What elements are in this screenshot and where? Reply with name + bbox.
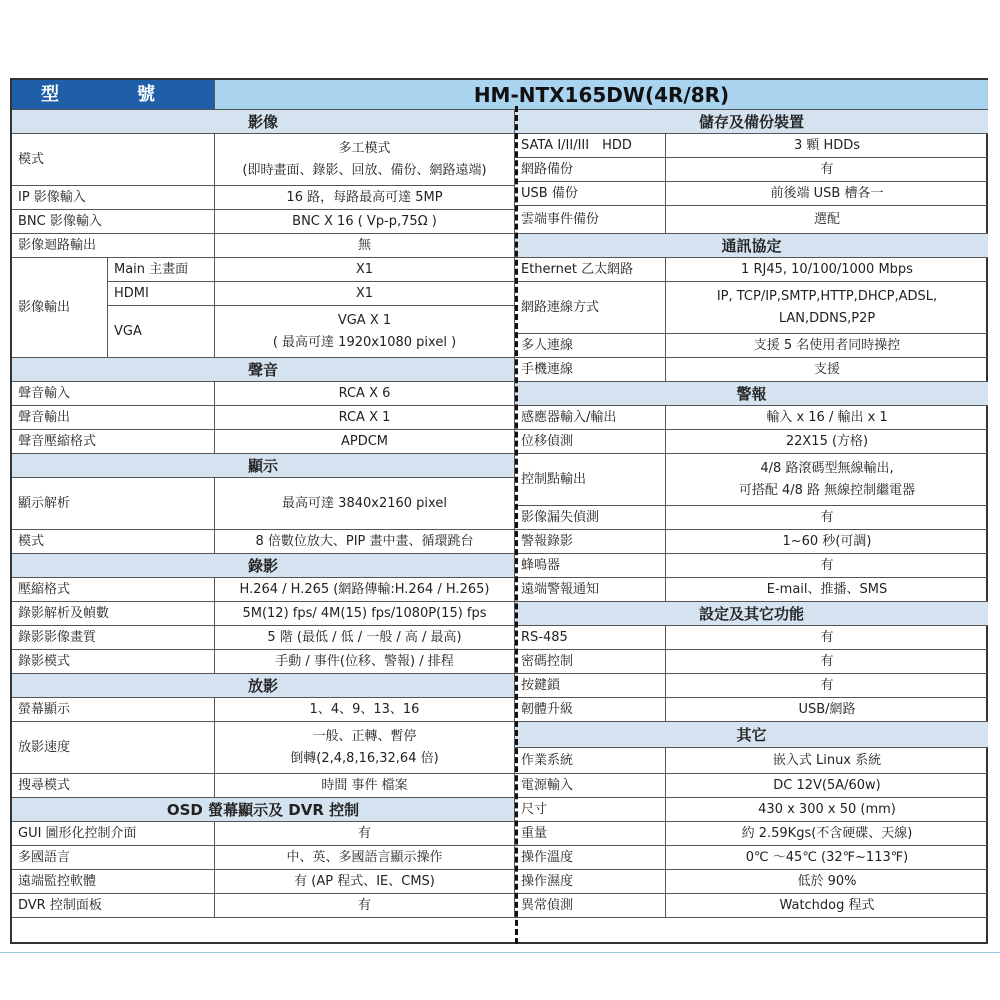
rs485-value: 有 xyxy=(666,626,988,650)
record-format-label: 壓縮格式 xyxy=(12,578,215,602)
rs485-label: RS-485 xyxy=(515,626,666,650)
video-mode-label: 模式 xyxy=(12,134,215,186)
temperature-label: 操作溫度 xyxy=(515,846,666,870)
os-value: 嵌入式 Linux 系統 xyxy=(666,748,988,774)
video-loss-value: 有 xyxy=(666,506,988,530)
control-panel-value: 有 xyxy=(215,894,515,918)
hdmi-value: X1 xyxy=(215,282,515,306)
vga-line1: VGA X 1 xyxy=(337,312,392,328)
audio-in-value: RCA X 6 xyxy=(215,382,515,406)
audio-comp-value: APDCM xyxy=(215,430,515,454)
bnc-input-label: BNC 影像輸入 xyxy=(12,210,215,234)
control-panel-label: DVR 控制面板 xyxy=(12,894,215,918)
vga-label: VGA xyxy=(108,306,215,358)
ip-input-value: 16 路，每路最高可達 5MP xyxy=(215,186,515,210)
bottom-rule xyxy=(0,952,1000,953)
playback-speed-label: 放影速度 xyxy=(12,722,215,774)
weight-value: 約 2.59Kgs(不含硬碟、天線) xyxy=(666,822,988,846)
playback-screen-value: 1、4、9、13、16 xyxy=(215,698,515,722)
model-value: HM-NTX165DW(4R/8R) xyxy=(215,80,988,110)
control-output-line2: 可搭配 4/8 路 無線控制繼電器 xyxy=(738,482,916,498)
password-label: 密碼控制 xyxy=(515,650,666,674)
section-storage: 儲存及備份裝置 xyxy=(515,110,988,134)
loop-output-label: 影像迴路輸出 xyxy=(12,234,215,258)
key-lock-value: 有 xyxy=(666,674,988,698)
multi-user-value: 支援 5 名使用者同時操控 xyxy=(666,334,988,358)
vga-line2: ( 最高可達 1920x1080 pixel ) xyxy=(272,334,457,350)
audio-out-label: 聲音輸出 xyxy=(12,406,215,430)
section-video: 影像 xyxy=(12,110,515,134)
model-label: 型 號 xyxy=(12,80,215,110)
ethernet-value: 1 RJ45, 10/100/1000 Mbps xyxy=(666,258,988,282)
abnormal-label: 異常偵測 xyxy=(515,894,666,918)
main-screen-value: X1 xyxy=(215,258,515,282)
connection-line1: IP, TCP/IP,SMTP,HTTP,DHCP,ADSL, xyxy=(716,288,938,304)
alarm-record-value: 1~60 秒(可調) xyxy=(666,530,988,554)
remote-notify-label: 遠端警報通知 xyxy=(515,578,666,602)
section-settings: 設定及其它功能 xyxy=(515,602,988,626)
remote-software-label: 遠端監控軟體 xyxy=(12,870,215,894)
video-mode-line1: 多工模式 xyxy=(338,140,391,156)
display-mode-value: 8 倍數位放大、PIP 畫中畫、循環跳台 xyxy=(215,530,515,554)
connection-label: 網路連線方式 xyxy=(515,282,666,334)
playback-speed-line2: 倒轉(2,4,8,16,32,64 倍) xyxy=(290,750,439,766)
firmware-value: USB/網路 xyxy=(666,698,988,722)
audio-out-value: RCA X 1 xyxy=(215,406,515,430)
ip-input-label: IP 影像輸入 xyxy=(12,186,215,210)
cloud-backup-value: 選配 xyxy=(666,206,988,234)
connection-line2: LAN,DDNS,P2P xyxy=(778,310,876,326)
remote-notify-value: E-mail、推播、SMS xyxy=(666,578,988,602)
section-playback: 放影 xyxy=(12,674,515,698)
humidity-value: 低於 90% xyxy=(666,870,988,894)
video-output-label: 影像輸出 xyxy=(12,258,108,358)
power-label: 電源輸入 xyxy=(515,774,666,798)
cloud-backup-label: 雲端事件備份 xyxy=(515,206,666,234)
video-loss-label: 影像漏失偵測 xyxy=(515,506,666,530)
playback-speed-value xyxy=(215,722,515,774)
search-mode-value: 時間 事件 檔案 xyxy=(215,774,515,798)
motion-value: 22X15 (方格) xyxy=(666,430,988,454)
record-quality-label: 錄影影像畫質 xyxy=(12,626,215,650)
section-alarm: 警報 xyxy=(515,382,988,406)
temperature-value: 0℃ ～45℃ (32℉~113℉) xyxy=(666,846,988,870)
gui-label: GUI 圖形化控制介面 xyxy=(12,822,215,846)
mobile-label: 手機連線 xyxy=(515,358,666,382)
alarm-record-label: 警報錄影 xyxy=(515,530,666,554)
section-display: 顯示 xyxy=(12,454,515,478)
humidity-label: 操作濕度 xyxy=(515,870,666,894)
bnc-input-value: BNC X 16 ( Vp-p,75Ω ) xyxy=(215,210,515,234)
connection-value xyxy=(666,282,988,334)
display-mode-label: 模式 xyxy=(12,530,215,554)
buzzer-label: 蜂鳴器 xyxy=(515,554,666,578)
loop-output-value: 無 xyxy=(215,234,515,258)
power-value: DC 12V(5A/60w) xyxy=(666,774,988,798)
section-audio: 聲音 xyxy=(12,358,515,382)
usb-backup-label: USB 備份 xyxy=(515,182,666,206)
display-res-label: 顯示解析 xyxy=(12,478,215,530)
control-output-line1: 4/8 路滾碼型無線輸出, xyxy=(760,460,894,476)
section-osd: OSD 螢幕顯示及 DVR 控制 xyxy=(12,798,515,822)
section-record: 錄影 xyxy=(12,554,515,578)
record-quality-value: 5 階 (最低 / 低 / 一般 / 高 / 最高) xyxy=(215,626,515,650)
weight-label: 重量 xyxy=(515,822,666,846)
record-mode-value: 手動 / 事件(位移、警報) / 排程 xyxy=(215,650,515,674)
remote-software-value: 有 (AP 程式、IE、CMS) xyxy=(215,870,515,894)
record-format-value: H.264 / H.265 (網路傳輸:H.264 / H.265) xyxy=(215,578,515,602)
record-mode-label: 錄影模式 xyxy=(12,650,215,674)
sensor-io-label: 感應器輸入/輸出 xyxy=(515,406,666,430)
control-output-label: 控制點輸出 xyxy=(515,454,666,506)
os-label: 作業系統 xyxy=(515,748,666,774)
vga-value xyxy=(215,306,515,358)
sata-label: SATA I/II/III HDD xyxy=(515,134,666,158)
net-backup-value: 有 xyxy=(666,158,988,182)
sata-value: 3 顆 HDDs xyxy=(666,134,988,158)
buzzer-value: 有 xyxy=(666,554,988,578)
firmware-label: 韌體升級 xyxy=(515,698,666,722)
video-mode-value xyxy=(215,134,515,186)
language-label: 多國語言 xyxy=(12,846,215,870)
playback-screen-label: 螢幕顯示 xyxy=(12,698,215,722)
record-fps-value: 5M(12) fps/ 4M(15) fps/1080P(15) fps xyxy=(215,602,515,626)
audio-in-label: 聲音輸入 xyxy=(12,382,215,406)
password-value: 有 xyxy=(666,650,988,674)
gui-value: 有 xyxy=(215,822,515,846)
record-fps-label: 錄影解析及幀數 xyxy=(12,602,215,626)
mobile-value: 支援 xyxy=(666,358,988,382)
section-other: 其它 xyxy=(515,722,988,748)
multi-user-label: 多人連線 xyxy=(515,334,666,358)
motion-label: 位移偵測 xyxy=(515,430,666,454)
section-comm: 通訊協定 xyxy=(515,234,988,258)
size-label: 尺寸 xyxy=(515,798,666,822)
control-output-value xyxy=(666,454,988,506)
hdmi-label: HDMI xyxy=(108,282,215,306)
ethernet-label: Ethernet 乙太網路 xyxy=(515,258,666,282)
size-value: 430 x 300 x 50 (mm) xyxy=(666,798,988,822)
language-value: 中、英、多國語言顯示操作 xyxy=(215,846,515,870)
playback-speed-line1: 一般、正轉、暫停 xyxy=(312,728,417,744)
usb-backup-value: 前後端 USB 槽各一 xyxy=(666,182,988,206)
abnormal-value: Watchdog 程式 xyxy=(666,894,988,918)
audio-comp-label: 聲音壓縮格式 xyxy=(12,430,215,454)
video-mode-line2: (即時畫面、錄影、回放、備份、網路遠端) xyxy=(242,162,487,178)
display-res-value: 最高可達 3840x2160 pixel xyxy=(215,478,515,530)
main-screen-label: Main 主畫面 xyxy=(108,258,215,282)
key-lock-label: 按鍵鎖 xyxy=(515,674,666,698)
net-backup-label: 網路備份 xyxy=(515,158,666,182)
spec-table xyxy=(10,78,988,944)
sensor-io-value: 輸入 x 16 / 輸出 x 1 xyxy=(666,406,988,430)
search-mode-label: 搜尋模式 xyxy=(12,774,215,798)
